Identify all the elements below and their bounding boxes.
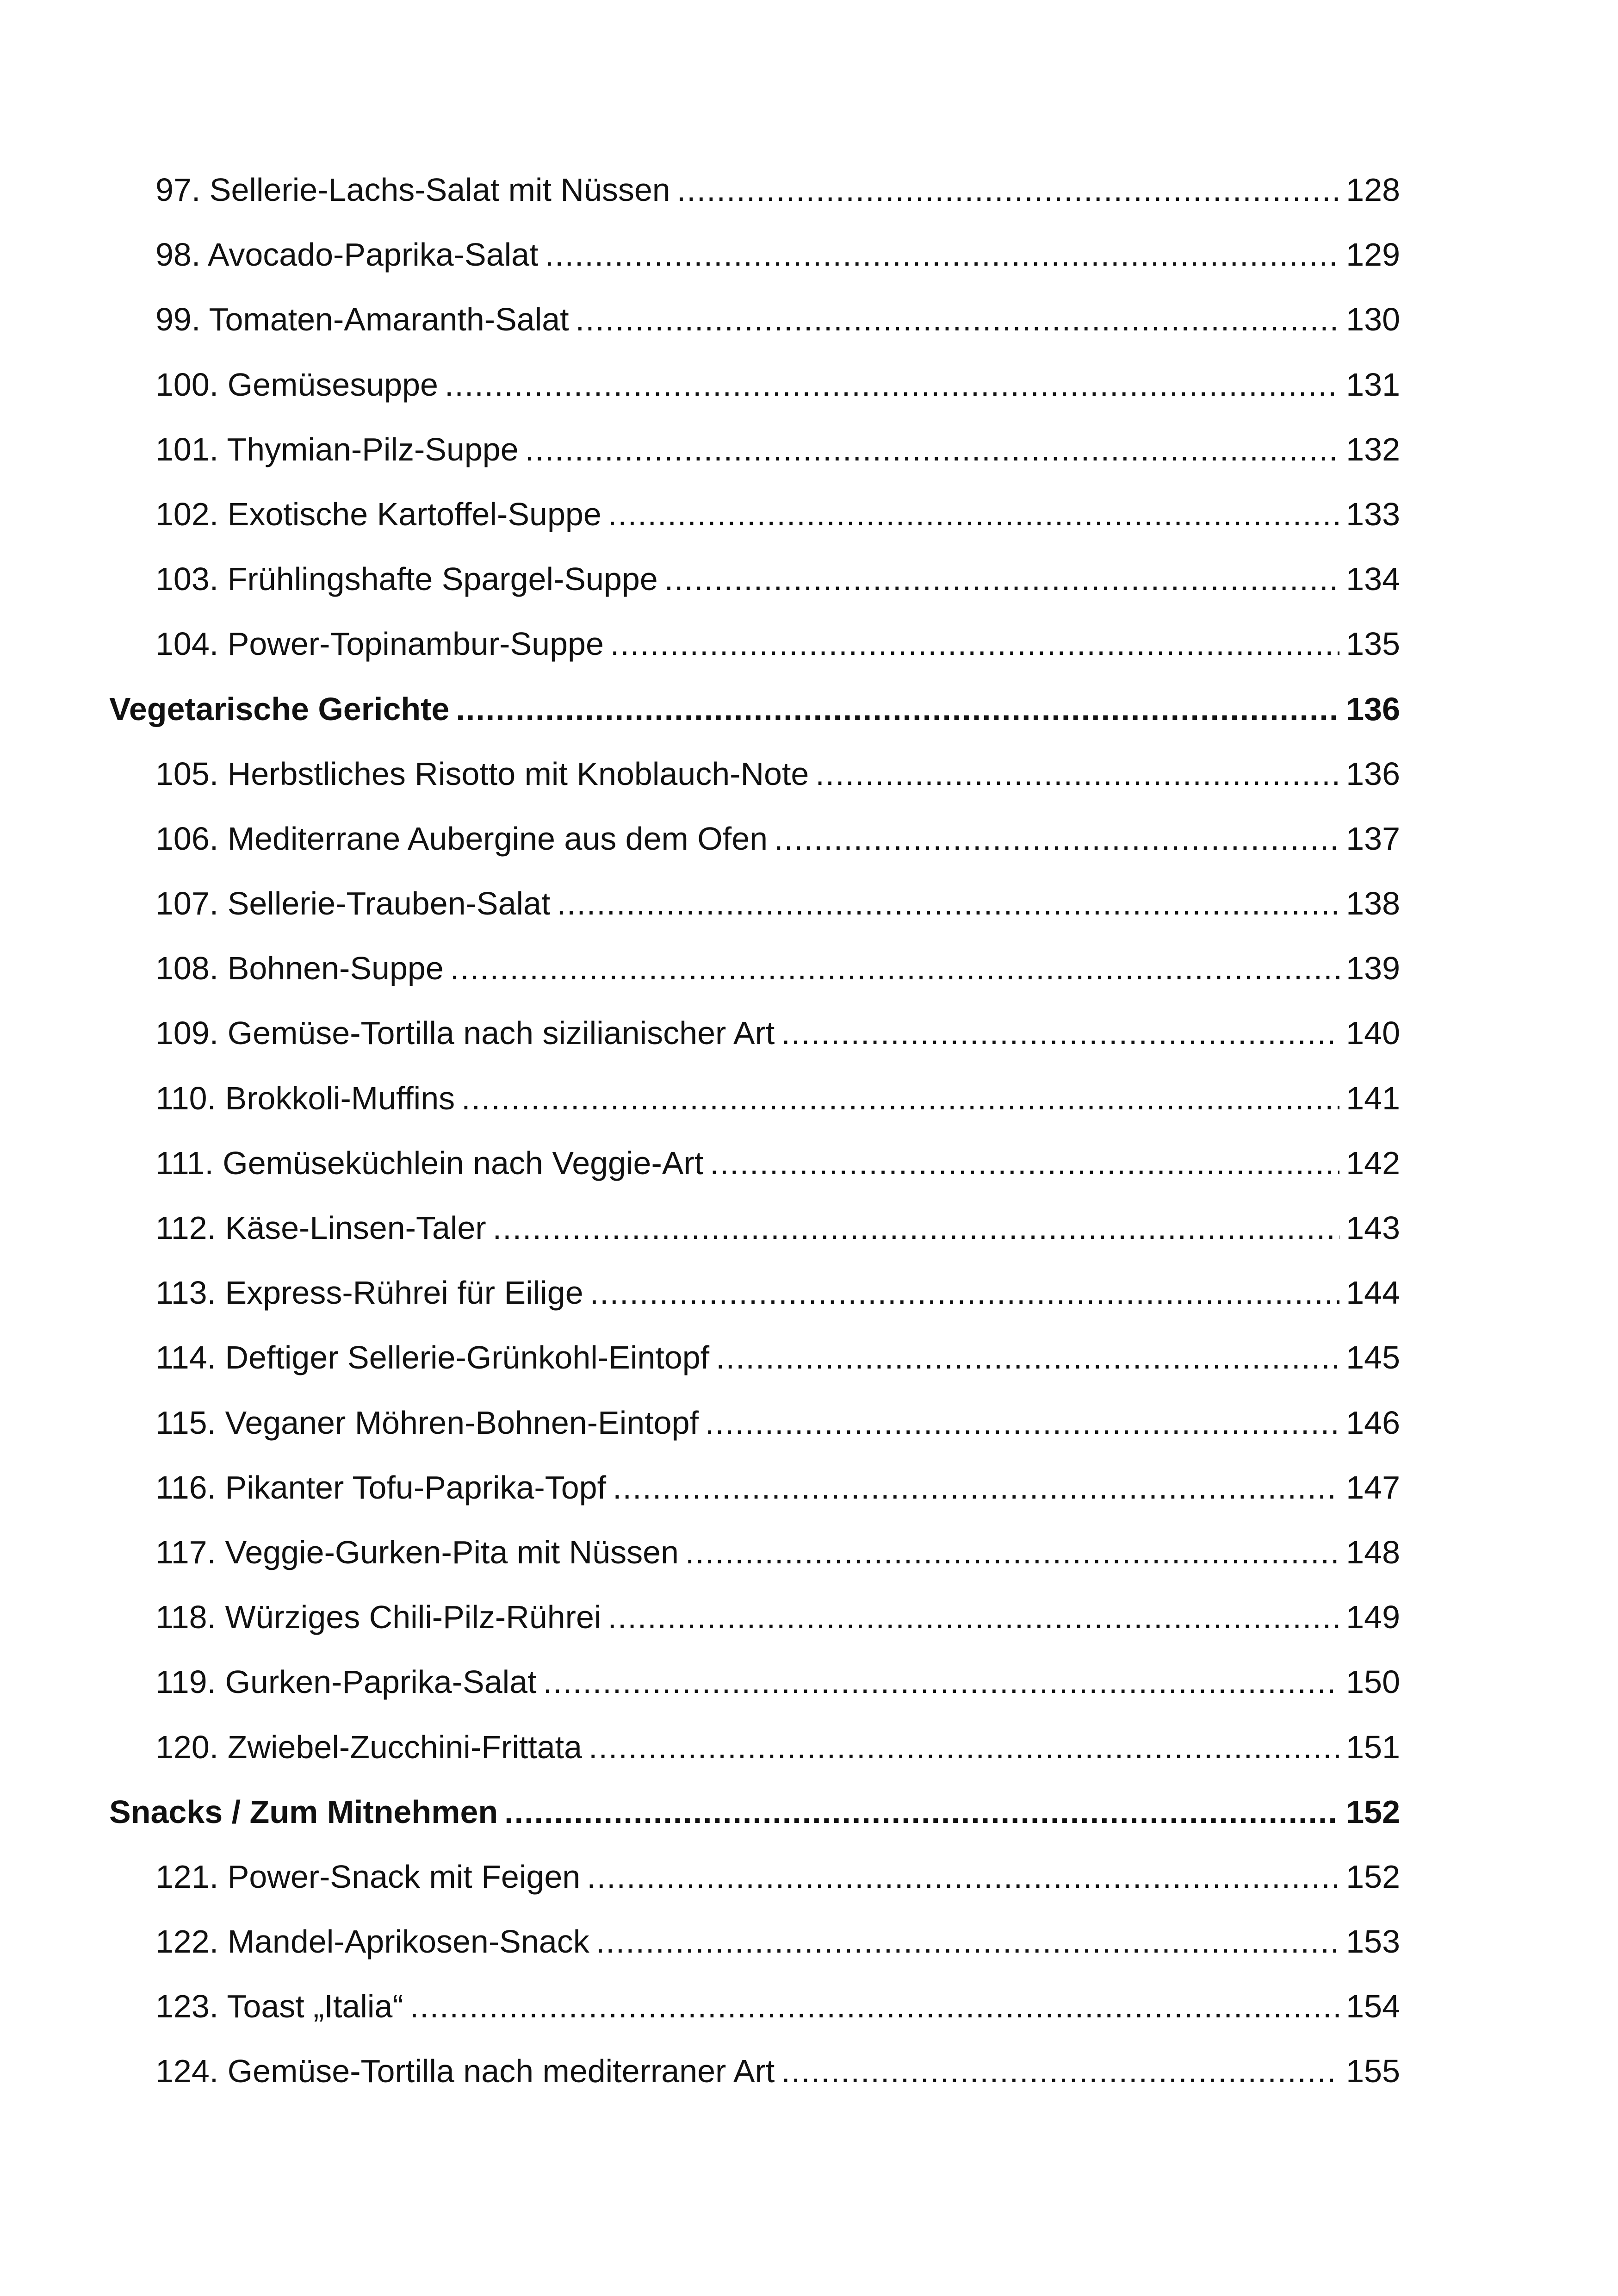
toc-page-number: 136 bbox=[1346, 691, 1400, 727]
dot-leader bbox=[664, 547, 1339, 611]
dot-leader bbox=[543, 1649, 1340, 1714]
dot-leader bbox=[410, 1974, 1340, 2039]
toc-page-number: 132 bbox=[1346, 431, 1400, 467]
toc-section-heading bbox=[109, 677, 1400, 741]
dot-leader bbox=[610, 611, 1339, 676]
toc-entry bbox=[109, 352, 1400, 417]
toc-entry-title: 123. Toast „Italia“ bbox=[155, 1988, 403, 2025]
toc-page-number: 143 bbox=[1346, 1210, 1400, 1246]
toc-page-number: 146 bbox=[1346, 1404, 1400, 1441]
toc-entry-title: 106. Mediterrane Aubergine aus dem Ofen bbox=[155, 820, 768, 857]
dot-leader bbox=[590, 1260, 1340, 1325]
table-of-contents bbox=[109, 157, 1400, 2104]
toc-section-title: Snacks / Zum Mitnehmen bbox=[109, 1793, 498, 1830]
toc-entry-title: 112. Käse-Linsen-Taler bbox=[155, 1210, 486, 1246]
toc-entry bbox=[109, 1909, 1400, 1974]
toc-entry bbox=[109, 222, 1400, 287]
toc-entry bbox=[109, 2039, 1400, 2103]
toc-entry bbox=[109, 1066, 1400, 1131]
toc-entry-title: 102. Exotische Kartoffel-Suppe bbox=[155, 496, 601, 532]
dot-leader bbox=[545, 222, 1340, 287]
toc-page-number: 154 bbox=[1346, 1988, 1400, 2025]
toc-page-number: 131 bbox=[1346, 366, 1400, 403]
toc-entry-title: 97. Sellerie-Lachs-Salat mit Nüssen bbox=[155, 172, 670, 208]
toc-page-number: 128 bbox=[1346, 172, 1400, 208]
dot-leader bbox=[705, 1390, 1339, 1455]
dot-leader bbox=[781, 1001, 1339, 1065]
dot-leader bbox=[461, 1066, 1339, 1131]
toc-page-number: 136 bbox=[1346, 755, 1400, 792]
toc-page-number: 149 bbox=[1346, 1599, 1400, 1636]
dot-leader bbox=[557, 871, 1339, 936]
toc-entry-title: 111. Gemüseküchlein nach Veggie-Art bbox=[155, 1145, 704, 1181]
toc-entry bbox=[109, 417, 1400, 482]
toc-entry bbox=[109, 287, 1400, 352]
toc-entry-title: 118. Würziges Chili-Pilz-Rührei bbox=[155, 1599, 601, 1636]
toc-entry bbox=[109, 1260, 1400, 1325]
toc-page-number: 144 bbox=[1346, 1275, 1400, 1311]
dot-leader bbox=[456, 677, 1339, 741]
dot-leader bbox=[608, 1585, 1339, 1649]
toc-entry-title: 108. Bohnen-Suppe bbox=[155, 950, 444, 987]
dot-leader bbox=[504, 1780, 1339, 1844]
toc-page-number: 145 bbox=[1346, 1339, 1400, 1376]
toc-entry bbox=[109, 1195, 1400, 1260]
toc-page-number: 129 bbox=[1346, 236, 1400, 273]
dot-leader bbox=[613, 1455, 1339, 1520]
toc-page-number: 147 bbox=[1346, 1469, 1400, 1506]
dot-leader bbox=[493, 1195, 1340, 1260]
toc-entry bbox=[109, 1585, 1400, 1649]
toc-entry bbox=[109, 1455, 1400, 1520]
toc-entry bbox=[109, 806, 1400, 871]
dot-leader bbox=[716, 1325, 1339, 1390]
dot-leader bbox=[445, 352, 1339, 417]
toc-page-number: 134 bbox=[1346, 561, 1400, 597]
toc-entry-title: 122. Mandel-Aprikosen-Snack bbox=[155, 1923, 589, 1960]
toc-entry bbox=[109, 1325, 1400, 1390]
dot-leader bbox=[525, 417, 1340, 482]
toc-entry-title: 110. Brokkoli-Muffins bbox=[155, 1080, 455, 1116]
toc-entry bbox=[109, 741, 1400, 806]
toc-page-number: 137 bbox=[1346, 820, 1400, 857]
toc-page-number: 141 bbox=[1346, 1080, 1400, 1116]
toc-entry-title: 105. Herbstliches Risotto mit Knoblauch-Note bbox=[155, 755, 809, 792]
dot-leader bbox=[685, 1520, 1339, 1585]
dot-leader bbox=[774, 806, 1339, 871]
toc-entry-title: 104. Power-Topinambur-Suppe bbox=[155, 626, 604, 662]
dot-leader bbox=[587, 1844, 1339, 1909]
toc-entry bbox=[109, 547, 1400, 611]
toc-entry-title: 124. Gemüse-Tortilla nach mediterraner Art bbox=[155, 2053, 775, 2090]
toc-entry bbox=[109, 611, 1400, 676]
toc-page-number: 133 bbox=[1346, 496, 1400, 532]
dot-leader bbox=[596, 1909, 1339, 1974]
toc-entry-title: 121. Power-Snack mit Feigen bbox=[155, 1858, 581, 1895]
dot-leader bbox=[608, 482, 1339, 547]
toc-page-number: 152 bbox=[1346, 1858, 1400, 1895]
toc-entry-title: 103. Frühlingshafte Spargel-Suppe bbox=[155, 561, 658, 597]
toc-entry bbox=[109, 1974, 1400, 2039]
toc-page-number: 150 bbox=[1346, 1664, 1400, 1700]
toc-entry-title: 109. Gemüse-Tortilla nach sizilianischer Art bbox=[155, 1015, 775, 1052]
dot-leader bbox=[710, 1131, 1339, 1195]
toc-entry-title: 100. Gemüsesuppe bbox=[155, 366, 438, 403]
toc-entry bbox=[109, 1844, 1400, 1909]
toc-page-number: 130 bbox=[1346, 301, 1400, 338]
toc-entry-title: 107. Sellerie-Trauben-Salat bbox=[155, 885, 551, 922]
toc-page-number: 135 bbox=[1346, 626, 1400, 662]
toc-section-heading bbox=[109, 1780, 1400, 1844]
toc-entry bbox=[109, 936, 1400, 1001]
toc-entry-title: 119. Gurken-Paprika-Salat bbox=[155, 1664, 537, 1700]
dot-leader bbox=[677, 157, 1339, 222]
toc-entry bbox=[109, 482, 1400, 547]
toc-entry bbox=[109, 1715, 1400, 1780]
toc-entry bbox=[109, 1649, 1400, 1714]
dot-leader bbox=[576, 287, 1340, 352]
toc-page-number: 151 bbox=[1346, 1729, 1400, 1765]
toc-entry bbox=[109, 1390, 1400, 1455]
toc-page-number: 140 bbox=[1346, 1015, 1400, 1052]
dot-leader bbox=[589, 1715, 1339, 1780]
toc-entry bbox=[109, 157, 1400, 222]
toc-entry-title: 114. Deftiger Sellerie-Grünkohl-Eintopf bbox=[155, 1339, 710, 1376]
toc-entry-title: 98. Avocado-Paprika-Salat bbox=[155, 236, 539, 273]
toc-page-number: 139 bbox=[1346, 950, 1400, 987]
toc-entry bbox=[109, 1131, 1400, 1195]
toc-entry bbox=[109, 1520, 1400, 1585]
dot-leader bbox=[450, 936, 1339, 1001]
toc-page-number: 148 bbox=[1346, 1534, 1400, 1570]
toc-entry-title: 117. Veggie-Gurken-Pita mit Nüssen bbox=[155, 1534, 679, 1570]
toc-entry-title: 101. Thymian-Pilz-Suppe bbox=[155, 431, 519, 467]
toc-page-number: 155 bbox=[1346, 2053, 1400, 2090]
toc-page-number: 153 bbox=[1346, 1923, 1400, 1960]
toc-entry-title: 113. Express-Rührei für Eilige bbox=[155, 1275, 583, 1311]
toc-section-title: Vegetarische Gerichte bbox=[109, 691, 450, 727]
toc-page-number: 152 bbox=[1346, 1793, 1400, 1830]
toc-page-number: 138 bbox=[1346, 885, 1400, 922]
toc-entry bbox=[109, 1001, 1400, 1065]
toc-entry bbox=[109, 871, 1400, 936]
dot-leader bbox=[781, 2039, 1339, 2103]
dot-leader bbox=[815, 741, 1339, 806]
toc-entry-title: 120. Zwiebel-Zucchini-Frittata bbox=[155, 1729, 582, 1765]
toc-entry-title: 99. Tomaten-Amaranth-Salat bbox=[155, 301, 569, 338]
toc-page-number: 142 bbox=[1346, 1145, 1400, 1181]
toc-entry-title: 115. Veganer Möhren-Bohnen-Eintopf bbox=[155, 1404, 699, 1441]
toc-entry-title: 116. Pikanter Tofu-Paprika-Topf bbox=[155, 1469, 607, 1506]
